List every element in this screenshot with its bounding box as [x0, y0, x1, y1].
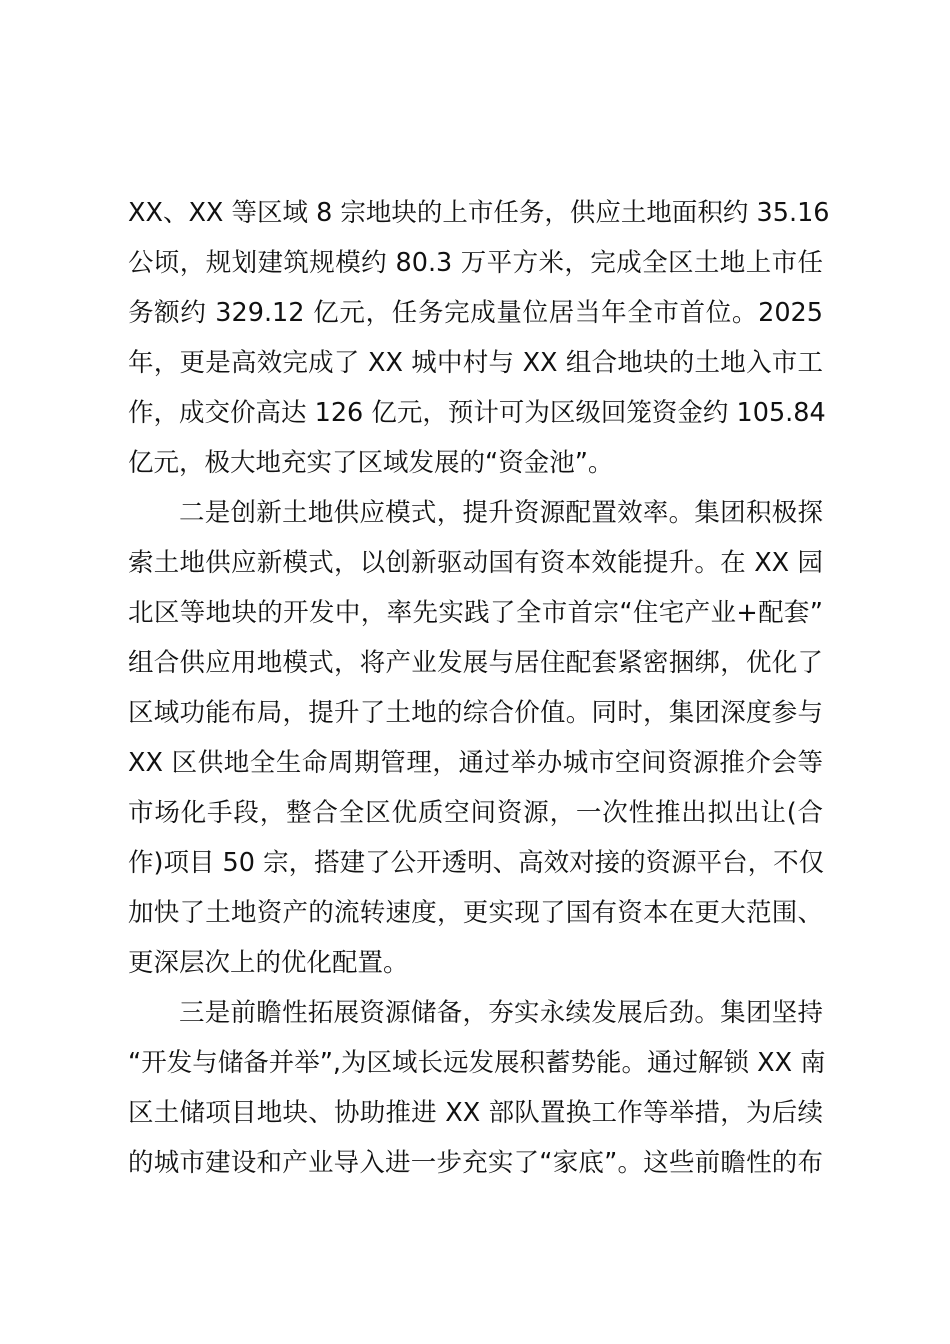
text-line: “开发与储备并举”,为区域长远发展积蓄势能。通过解锁 XX 南: [128, 1048, 826, 1078]
text-line: 市场化手段，整合全区优质空间资源，一次性推出拟出让(合: [128, 798, 823, 828]
text-line: 务额约 329.12 亿元，任务完成量位居当年全市首位。2025: [128, 298, 823, 328]
text-line: 二是创新土地供应模式，提升资源配置效率。集团积极探: [179, 498, 823, 528]
paragraph-land-listing: [128, 188, 830, 488]
text-line: 北区等地块的开发中，率先实践了全市首宗“住宅产业+配套”: [128, 598, 823, 628]
paragraph-land-supply-innovation: [128, 488, 823, 988]
paragraph-resource-reserve: [128, 988, 826, 1188]
text-line: 组合供应用地模式，将产业发展与居住配套紧密捆绑，优化了: [128, 648, 823, 678]
text-line: 索土地供应新模式，以创新驱动国有资本效能提升。在 XX 园: [128, 548, 823, 578]
text-line: 更深层次上的优化配置。: [128, 948, 409, 978]
text-line: XX、XX 等区域 8 宗地块的上市任务，供应土地面积约 35.16: [128, 198, 830, 228]
text-line: XX 区供地全生命周期管理，通过举办城市空间资源推介会等: [128, 748, 823, 778]
text-line: 区土储项目地块、协助推进 XX 部队置换工作等举措，为后续: [128, 1098, 823, 1128]
text-line: 作)项目 50 宗，搭建了公开透明、高效对接的资源平台，不仅: [128, 848, 825, 878]
text-line: 三是前瞻性拓展资源储备，夯实永续发展后劲。集团坚持: [179, 998, 823, 1028]
text-line: 作，成交价高达 126 亿元，预计可为区级回笼资金约 105.84: [128, 398, 826, 428]
text-line: 加快了土地资产的流转速度，更实现了国有资本在更大范围、: [128, 898, 823, 928]
text-line: 区域功能布局，提升了土地的综合价值。同时，集团深度参与: [128, 698, 823, 728]
document-page: [128, 188, 830, 1188]
text-line: 年，更是高效完成了 XX 城中村与 XX 组合地块的土地入市工: [128, 348, 823, 378]
text-line: 公顷，规划建筑规模约 80.3 万平方米，完成全区土地上市任: [128, 248, 823, 278]
text-line: 的城市建设和产业导入进一步充实了“家底”。这些前瞻性的布: [128, 1148, 823, 1178]
text-line: 亿元，极大地充实了区域发展的“资金池”。: [128, 448, 614, 478]
